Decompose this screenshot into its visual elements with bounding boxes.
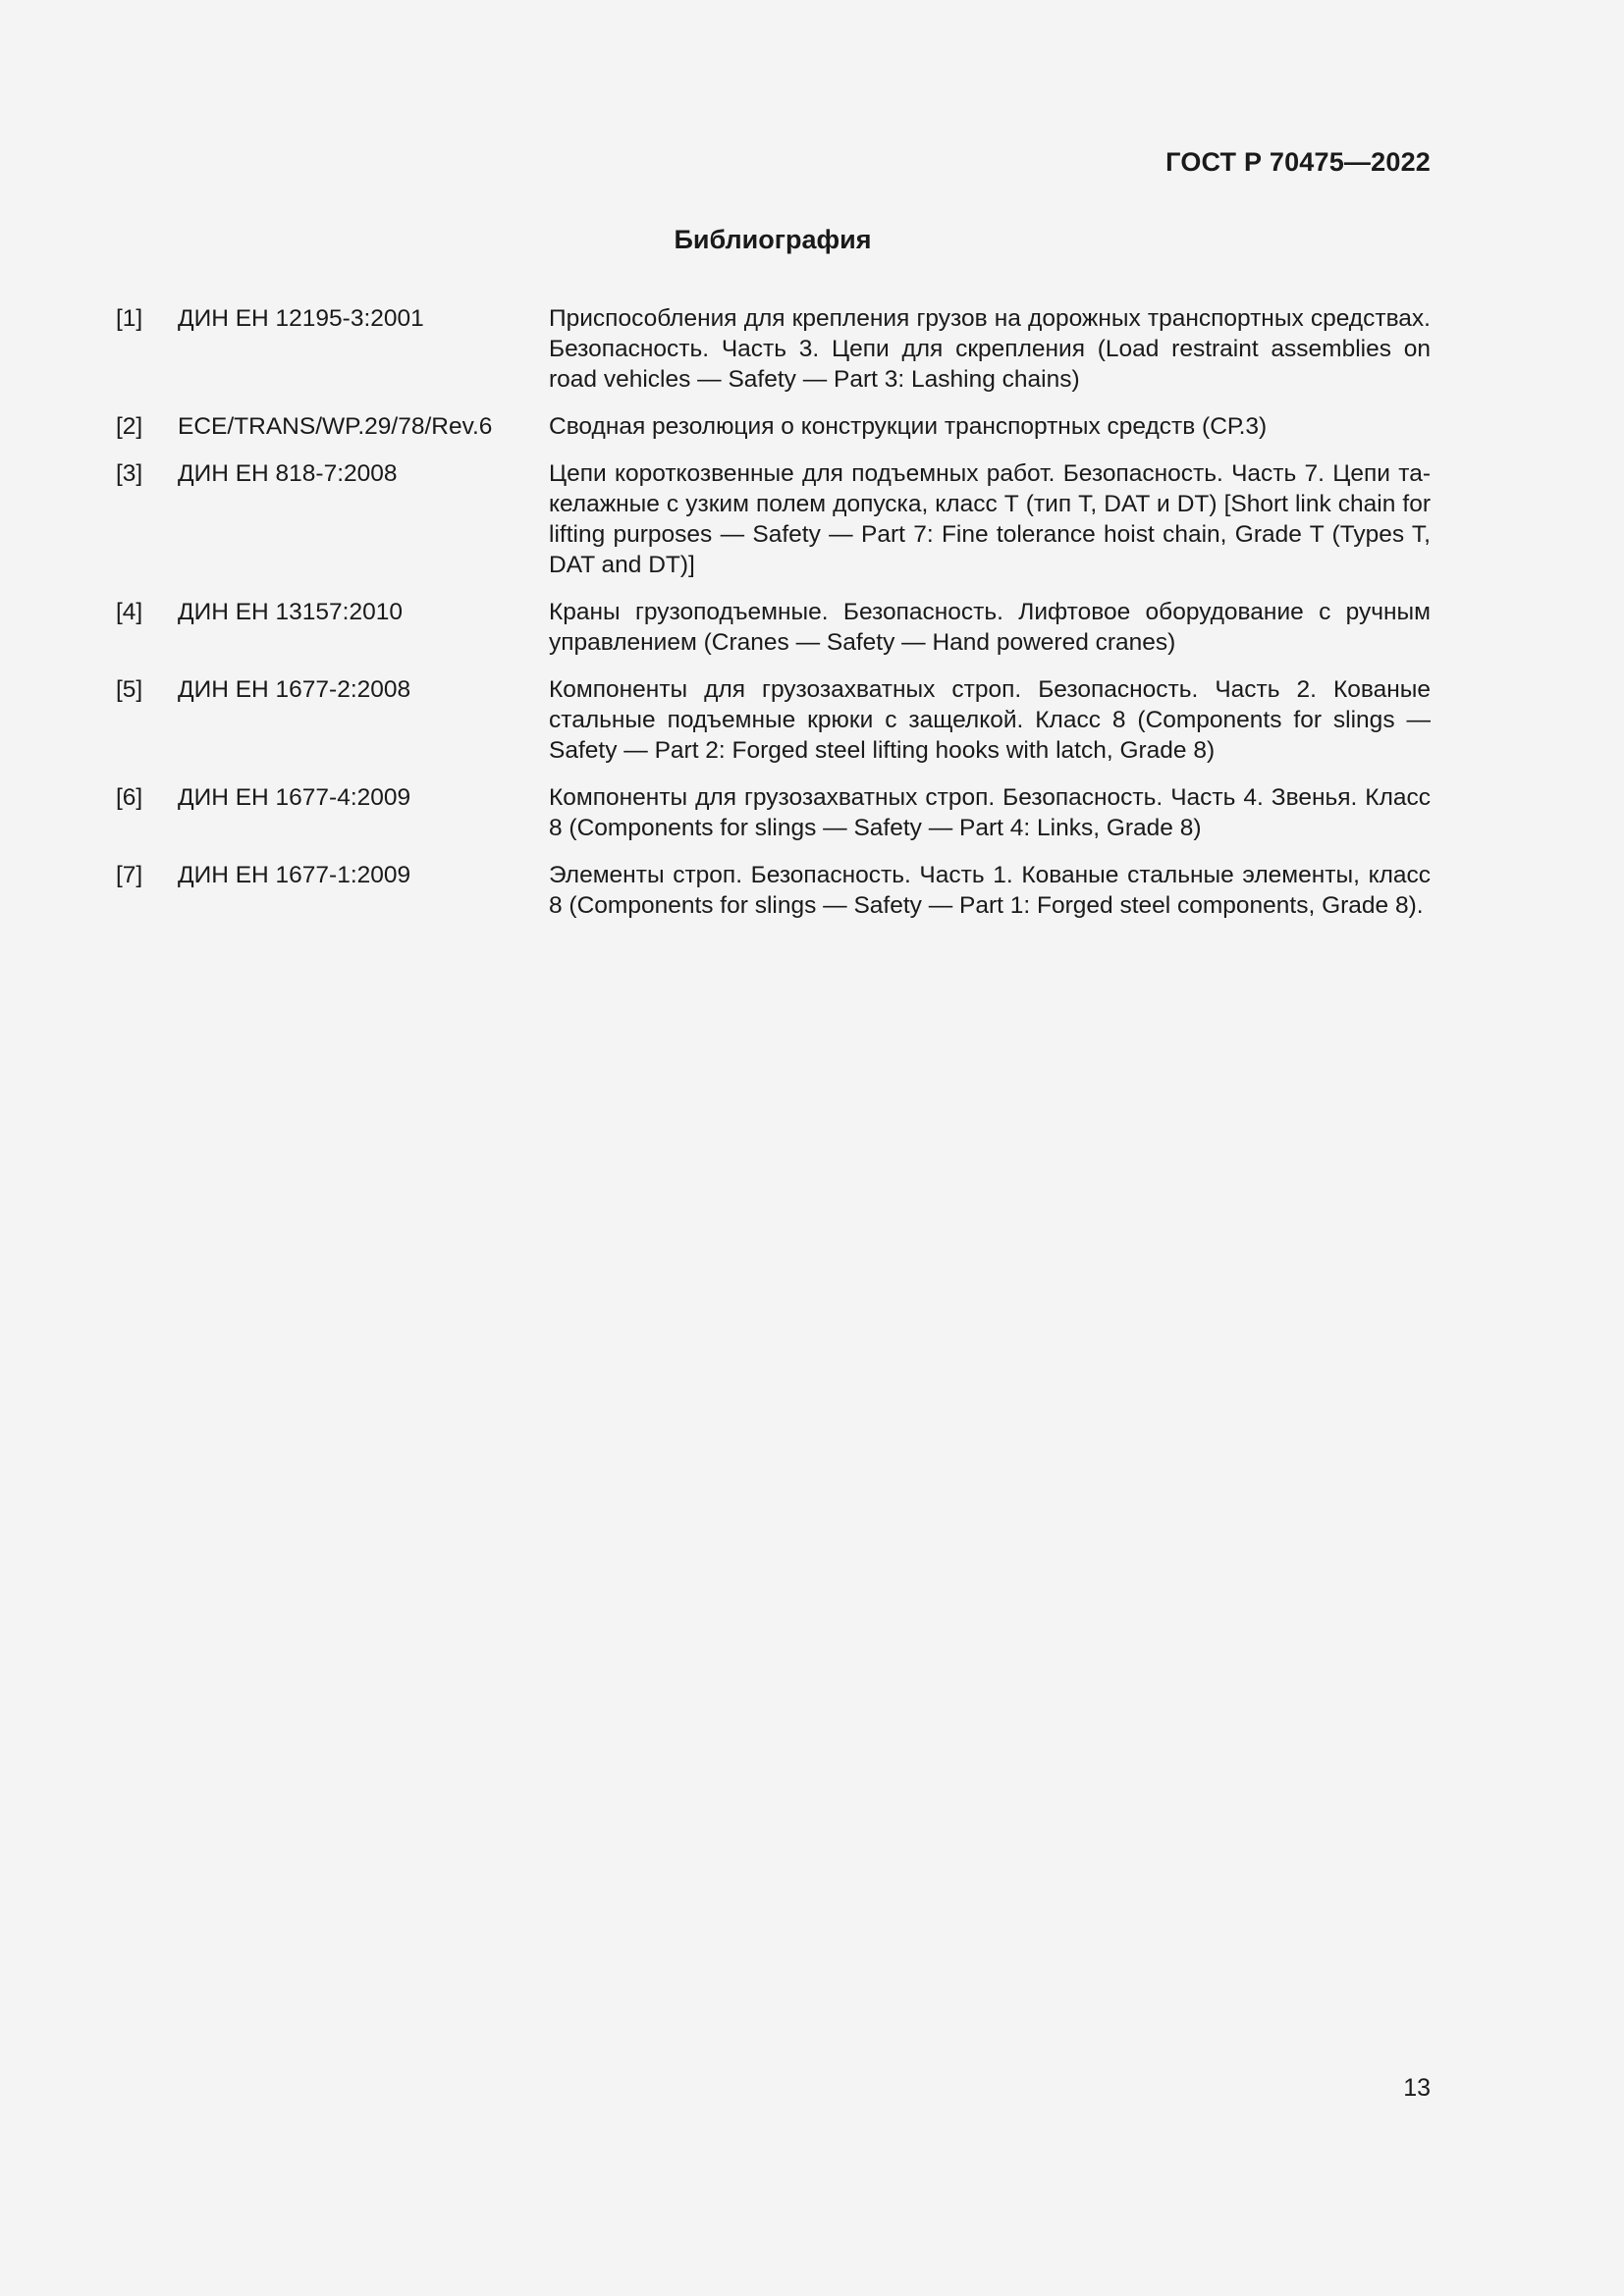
entry-number: [1]	[116, 305, 143, 332]
bibliography-entry	[116, 860, 1431, 921]
page-number: 13	[1403, 2074, 1431, 2102]
entry-number: [7]	[116, 862, 143, 888]
entry-description: Сводная резолюция о конструкции транспортных средств (СР.3)	[549, 413, 1268, 440]
entry-description: Цепи короткозвенные для подъемных работ. Безопасность. Часть 7. Цепи такелажные с узким полем допуска, класс Т (тип Т, DAT и DT) [Short link chain for lifting purposes — Safety — Part 7: Fine tolerance hoist chain, Grade T (Types T, DAT and DT)]	[549, 460, 1431, 578]
entry-number: [3]	[116, 460, 143, 487]
entry-number: [2]	[116, 413, 143, 440]
section-title: Библиография	[674, 225, 872, 254]
entry-reference: ДИН ЕН 12195-3:2001	[178, 305, 424, 332]
entry-description: Компоненты для грузозахватных строп. Безопасность. Часть 2. Кованые стальные подъемные крюки с защелкой. Класс 8 (Components for slings — Safety — Part 2: Forged steel lifting hooks with latch, Grade 8)	[549, 676, 1431, 764]
bibliography-entry	[116, 303, 1431, 395]
document-code: ГОСТ Р 70475—2022	[1165, 147, 1431, 177]
entry-description: Краны грузоподъемные. Безопасность. Лифтовое оборудование с ручным управлением (Cranes — Safety — Hand powered cranes)	[549, 599, 1431, 656]
entry-number: [4]	[116, 599, 143, 625]
entry-description: Элементы строп. Безопасность. Часть 1. Кованые стальные элементы, класс 8 (Components for slings — Safety — Part 1: Forged steel components, Grade 8).	[549, 862, 1431, 919]
bibliography-entry	[116, 597, 1431, 658]
bibliography-entry	[116, 411, 1431, 442]
entry-reference: ДИН ЕН 818-7:2008	[178, 460, 398, 487]
bibliography-entry	[116, 782, 1431, 843]
entry-reference: ДИН ЕН 1677-4:2009	[178, 784, 411, 811]
entry-number: [6]	[116, 784, 143, 811]
entry-reference: ДИН ЕН 1677-2:2008	[178, 676, 411, 703]
bibliography-entry	[116, 458, 1431, 580]
entry-number: [5]	[116, 676, 143, 703]
entry-description: Приспособления для крепления грузов на дорожных транспортных средствах. Безопасность. Часть 3. Цепи для скрепления (Load restraint assemblies on road vehicles — Safety — Part 3: Lashing chains)	[549, 305, 1431, 393]
bibliography-entry	[116, 674, 1431, 766]
bibliography-list	[116, 303, 1431, 937]
entry-description: Компоненты для грузозахватных строп. Безопасность. Часть 4. Звенья. Класс 8 (Components for slings — Safety — Part 4: Links, Grade 8)	[549, 784, 1431, 841]
entry-reference: ДИН ЕН 13157:2010	[178, 599, 403, 625]
entry-reference: ДИН ЕН 1677-1:2009	[178, 862, 411, 888]
entry-reference: ECE/TRANS/WP.29/78/Rev.6	[178, 413, 493, 440]
